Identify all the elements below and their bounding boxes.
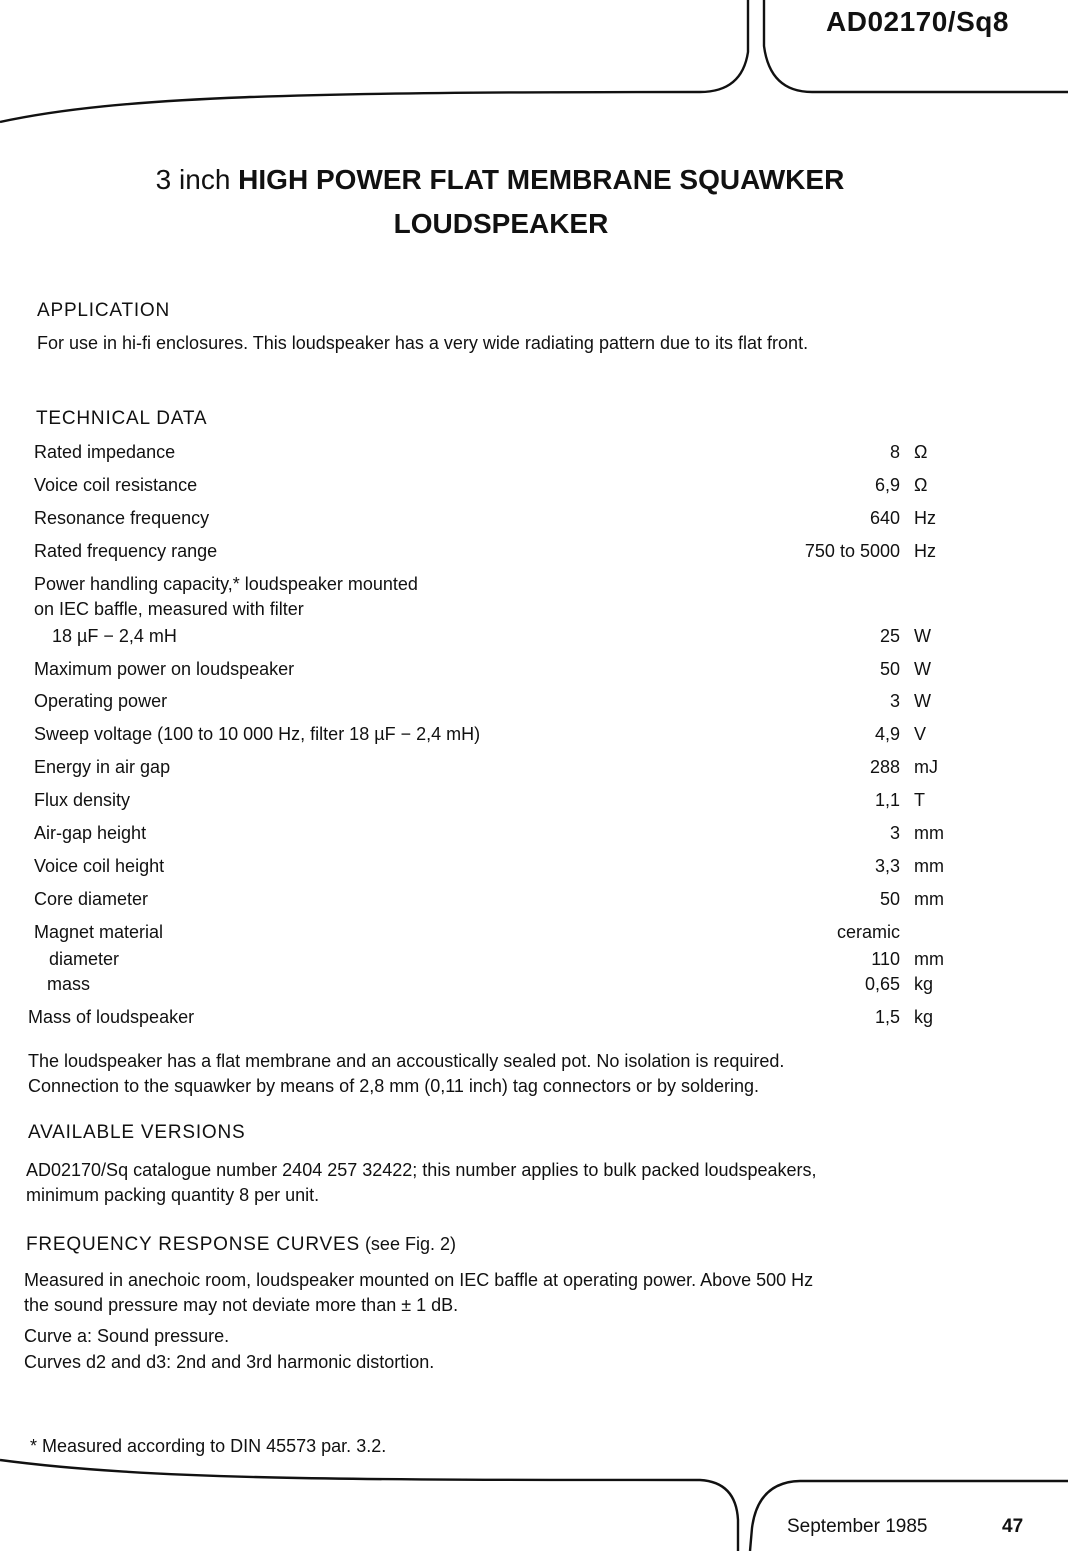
tech-label: Magnet material (34, 922, 164, 942)
tech-unit: W (914, 659, 931, 679)
tech-row (34, 974, 946, 998)
tech-row (34, 599, 946, 623)
tech-value: 640 (869, 508, 900, 528)
footer-date: September 1985 (787, 1516, 928, 1537)
page-title-line-1 (0, 164, 1000, 196)
tech-label: 18 µF − 2,4 mH (52, 626, 177, 646)
footnote: * Measured according to DIN 45573 par. 3.2. (30, 1436, 387, 1456)
frequency-text-line-1: Measured in anechoic room, loudspeaker mounted on IEC baffle at operating power. Above 500 Hz (24, 1270, 814, 1290)
tech-label: Resonance frequency (34, 508, 210, 528)
tech-unit: Hz (914, 541, 936, 561)
tech-unit: kg (914, 1007, 934, 1027)
tech-label: Operating power (34, 691, 168, 711)
tech-row (34, 626, 946, 650)
tech-row (34, 508, 946, 532)
tech-unit: W (914, 626, 931, 646)
available-versions-heading: AVAILABLE VERSIONS (28, 1122, 246, 1143)
tech-label: Maximum power on loudspeaker (34, 659, 295, 679)
tech-value: 50 (879, 889, 900, 909)
tech-label: Air-gap height (34, 823, 147, 843)
page-title-line-2: LOUDSPEAKER (393, 208, 609, 239)
technical-data-heading: TECHNICAL DATA (36, 408, 208, 429)
tech-label: Energy in air gap (34, 757, 171, 777)
construction-text-line-2: Connection to the squawker by means of 2,8 mm (0,11 inch) tag connectors or by soldering. (28, 1076, 760, 1096)
frequency-text-line-4: Curves d2 and d3: 2nd and 3rd harmonic distortion. (24, 1352, 435, 1372)
tech-row (34, 541, 946, 565)
tech-unit: mm (914, 889, 944, 909)
tech-value: 1,1 (874, 790, 900, 810)
tech-unit: Ω (914, 442, 928, 462)
tech-unit: mm (914, 856, 944, 876)
document-code: AD02170/Sq8 (826, 6, 1009, 37)
tech-value: 3 (889, 691, 900, 711)
tech-value: 4,9 (874, 724, 900, 744)
tech-value: 1,5 (874, 1007, 900, 1027)
tech-row (34, 922, 946, 946)
frequency-text-line-3: Curve a: Sound pressure. (24, 1326, 230, 1346)
tech-row (34, 475, 946, 499)
tech-row (34, 949, 946, 973)
frequency-heading-text: FREQUENCY RESPONSE CURVES (26, 1234, 360, 1255)
tech-unit: Hz (914, 508, 936, 528)
tech-unit: W (914, 691, 931, 711)
frequency-response-heading (26, 1234, 456, 1256)
application-text: For use in hi-fi enclosures. This loudspeaker has a very wide radiating pattern due to its flat front. (37, 333, 809, 353)
tech-unit: mm (914, 823, 944, 843)
tech-value: 50 (879, 659, 900, 679)
tech-value: 3,3 (874, 856, 900, 876)
tech-label: Mass of loudspeaker (28, 1007, 195, 1027)
versions-text-line-1: AD02170/Sq catalogue number 2404 257 32422; this number applies to bulk packed loudspeakers, (26, 1160, 817, 1180)
tech-row (34, 724, 946, 748)
header-rule-left (0, 0, 748, 122)
tech-value: 750 to 5000 (804, 541, 900, 561)
tech-value: 8 (889, 442, 900, 462)
tech-label: Voice coil resistance (34, 475, 198, 495)
tech-unit: V (914, 724, 927, 744)
tech-row (34, 691, 946, 715)
tech-row (34, 889, 946, 913)
tech-row (34, 659, 946, 683)
construction-text-line-1: The loudspeaker has a flat membrane and an accoustically sealed pot. No isolation is required. (28, 1051, 785, 1071)
tech-unit: mJ (914, 757, 938, 777)
tech-row (34, 856, 946, 880)
frequency-heading-suffix: (see Fig. 2) (359, 1234, 456, 1254)
tech-value: ceramic (836, 922, 900, 942)
tech-label: Core diameter (34, 889, 149, 909)
tech-value: 0,65 (864, 974, 900, 994)
tech-value: 6,9 (874, 475, 900, 495)
tech-label: diameter (49, 949, 120, 969)
tech-label: Sweep voltage (100 to 10 000 Hz, filter 18 µF − 2,4 mH) (34, 724, 481, 744)
tech-value: 288 (869, 757, 900, 777)
versions-text-line-2: minimum packing quantity 8 per unit. (26, 1185, 320, 1205)
tech-row (34, 790, 946, 814)
tech-label: Rated frequency range (34, 541, 218, 561)
tech-label: Voice coil height (34, 856, 165, 876)
tech-unit: Ω (914, 475, 928, 495)
tech-unit: kg (914, 974, 934, 994)
tech-label: Rated impedance (34, 442, 176, 462)
title-size: 3 inch (155, 164, 239, 195)
tech-row (34, 574, 946, 598)
title-main: HIGH POWER FLAT MEMBRANE SQUAWKER (238, 164, 845, 195)
page-number: 47 (1002, 1516, 1024, 1537)
tech-label: mass (47, 974, 91, 994)
tech-row (34, 442, 946, 466)
tech-unit: mm (914, 949, 944, 969)
tech-label: Power handling capacity,* loudspeaker mounted (34, 574, 418, 594)
application-heading: APPLICATION (37, 300, 171, 321)
footer-rule-left (0, 1460, 738, 1551)
tech-value: 110 (871, 949, 900, 969)
tech-label: on IEC baffle, measured with filter (34, 599, 304, 619)
tech-label: Flux density (34, 790, 131, 810)
tech-value: 25 (879, 626, 900, 646)
tech-row (28, 1007, 946, 1031)
tech-row (34, 757, 946, 781)
tech-unit: T (914, 790, 925, 810)
frequency-text-line-2: the sound pressure may not deviate more than ± 1 dB. (24, 1295, 459, 1315)
tech-row (34, 823, 946, 847)
tech-value: 3 (889, 823, 900, 843)
